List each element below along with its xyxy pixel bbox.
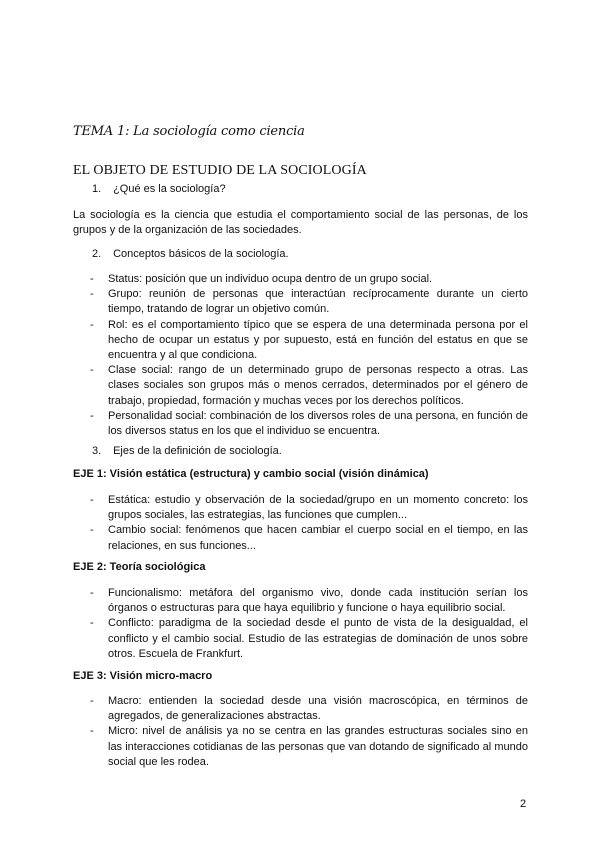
bullet-dash: - bbox=[90, 524, 94, 537]
list-item: - Status: posición que un individuo ocupa dentro de un grupo social. bbox=[90, 272, 528, 287]
question-1-number: 1. bbox=[92, 183, 102, 195]
list-item: - Cambio social: fenómenos que hacen cambiar el cuerpo social en el tiempo, en las relaciones, en sus funciones... bbox=[90, 524, 528, 552]
eje-1-list bbox=[90, 493, 528, 554]
bullet-dash: - bbox=[90, 273, 94, 285]
bullet-dash: - bbox=[90, 587, 94, 599]
list-item: - Macro: entienden la sociedad desde una visión macroscópica, en términos de agregados, de generalizaciones abstractas. bbox=[90, 695, 528, 723]
question-1 bbox=[92, 183, 226, 195]
list-item: - Funcionalismo: metáfora del organismo vivo, donde cada institución serían los órganos o estructuras para que haya equilibrio y funcione o haya equilibrio social. bbox=[90, 587, 528, 615]
bullet-dash: - bbox=[90, 725, 94, 738]
question-2-text: Conceptos básicos de la sociología. bbox=[113, 248, 289, 260]
question-3-number: 3. bbox=[92, 445, 102, 457]
eje-2-heading: EJE 2: Teoría sociológica bbox=[73, 561, 206, 573]
question-3-text: Ejes de la definición de sociología. bbox=[113, 445, 282, 457]
question-3 bbox=[92, 445, 282, 457]
bullet-dash: - bbox=[90, 695, 94, 707]
bullet-dash: - bbox=[90, 409, 94, 422]
list-item: - Micro: nivel de análisis ya no se centra en las grandes estructuras sociales sino en las interacciones cotidianas de las personas que van dotando de significado al mundo social que les rodea. bbox=[90, 725, 528, 768]
page-number: 2 bbox=[520, 798, 527, 810]
list-item: - Clase social: rango de un determinado grupo de personas respecto a otras. Las clases sociales son grupos más o menos cerrados, determinados por el género de trabajo, propiedad, formación y muchas veces por los derechos políticos. bbox=[90, 364, 528, 407]
question-1-text: ¿Qué es la sociología? bbox=[113, 183, 226, 195]
list-item: - Rol: es el comportamiento típico que se espera de una determinada persona por el hecho de ocupar un estatus y por supuesto, está en función del estatus en que se encuentra y al que condiciona. bbox=[90, 318, 528, 362]
list-item: - Grupo: reunión de personas que interactúan recíprocamente durante un cierto tiempo, tratando de lograr un objetivo común. bbox=[90, 288, 528, 316]
bullet-dash: - bbox=[90, 617, 94, 630]
bullet-dash: - bbox=[90, 494, 94, 506]
bullet-dash: - bbox=[90, 288, 94, 301]
eje-3-heading: EJE 3: Visión micro-macro bbox=[73, 670, 213, 682]
conceptos-list bbox=[90, 272, 528, 439]
bullet-dash: - bbox=[90, 364, 94, 377]
eje-3-list bbox=[90, 694, 528, 770]
list-item: - Conflicto: paradigma de la sociedad desde el punto de vista de la desigualdad, el conflicto y el cambio social. Estudio de las estrategias de dominación de unos sobre otros. Escuela de Frankfurt. bbox=[90, 617, 528, 660]
list-item: - Personalidad social: combinación de los diversos roles de una persona, en función de los diversos status en los que el individuo se encuentra. bbox=[90, 409, 528, 438]
eje-1-heading: EJE 1: Visión estática (estructura) y cambio social (visión dinámica) bbox=[73, 468, 429, 480]
eje-2-list bbox=[90, 586, 528, 662]
tema-title: TEMA 1: La sociología como ciencia bbox=[73, 124, 305, 139]
question-2 bbox=[92, 248, 289, 260]
question-2-number: 2. bbox=[92, 248, 102, 260]
definition-paragraph: La sociología es la ciencia que estudia el comportamiento social de las personas, de los grupos y de la organización de las sociedades. bbox=[73, 209, 528, 236]
section-title: EL OBJETO DE ESTUDIO DE LA SOCIOLOGÍA bbox=[73, 163, 367, 178]
bullet-dash: - bbox=[90, 318, 94, 331]
list-item: - Estática: estudio y observación de la sociedad/grupo en un momento concreto: los grupos sociales, las estrategias, las funciones que cumplen... bbox=[90, 494, 528, 522]
